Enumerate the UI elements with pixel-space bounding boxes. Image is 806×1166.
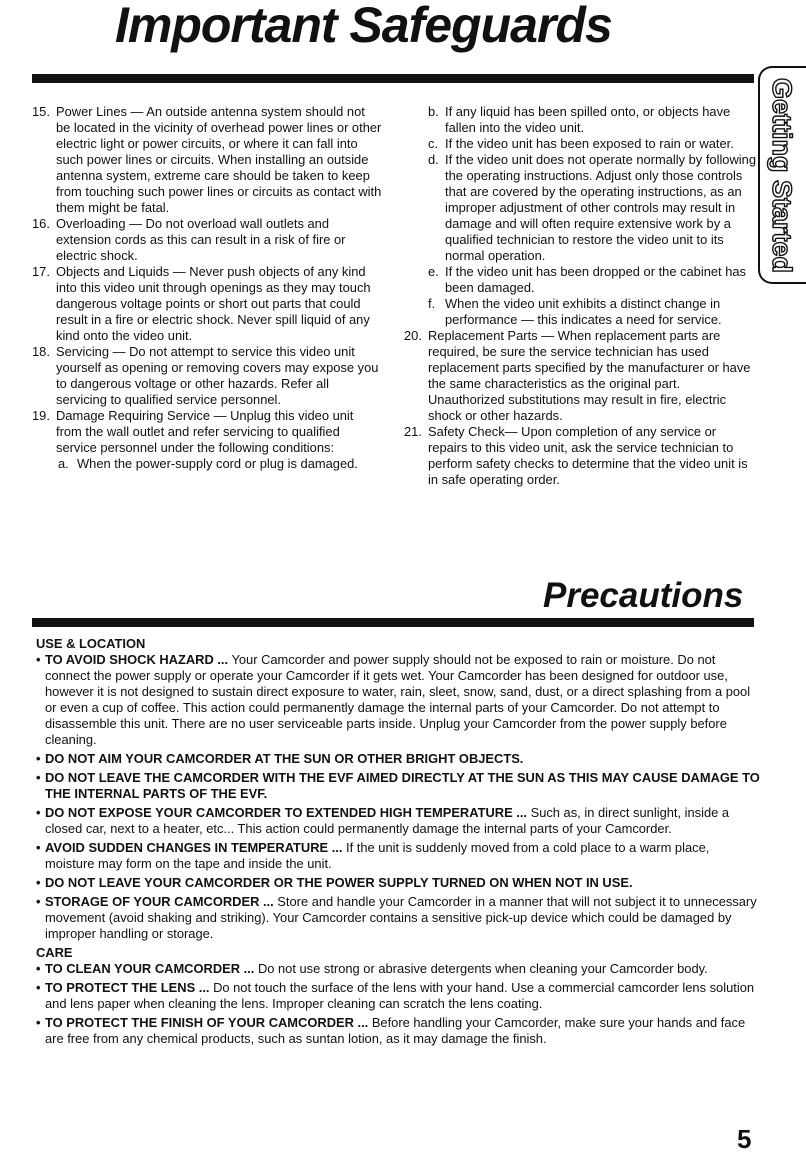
safeguards-right-column xyxy=(404,104,756,488)
precaution-item: • DO NOT LEAVE THE CAMCORDER WITH THE EVF AIMED DIRECTLY AT THE SUN AS THIS MAY CAUSE DAMAGE TO THE INTERNAL PARTS OF THE EVF. xyxy=(36,770,762,802)
precautions-body xyxy=(36,636,762,1050)
safeguard-item: 16. Overloading — Do not overload wall outlets and extension cords as this can result in a risk of fire or electric shock. xyxy=(32,216,346,263)
safeguard-subitem: b. If any liquid has been spilled onto, or objects have fallen into the video unit. xyxy=(428,104,731,135)
safeguard-subitem: a. When the power-supply cord or plug is damaged. xyxy=(58,456,358,471)
precaution-item: • DO NOT AIM YOUR CAMCORDER AT THE SUN OR OTHER BRIGHT OBJECTS. xyxy=(36,751,762,767)
page-number: 5 xyxy=(737,1124,752,1154)
safeguard-item: 19. Damage Requiring Service — Unplug this video unit from the wall outlet and refer servicing to qualified service personnel under the following conditions: xyxy=(32,408,354,455)
care-heading: CARE xyxy=(36,945,73,960)
precaution-item: • TO PROTECT THE FINISH OF YOUR CAMCORDER ... Before handling your Camcorder, make sure your hands and face are free from any chemical products, such as suntan lotion, as it may damage the finish. xyxy=(36,1015,762,1047)
safeguard-item: 17. Objects and Liquids — Never push objects of any kind into this video unit through openings as they may touch dangerous voltage points or short out parts that could result in a fire or electric shock. Never spill liquid of any kind onto the video unit. xyxy=(32,264,371,343)
safeguard-subitem: c. If the video unit has been exposed to rain or water. xyxy=(428,136,734,151)
safeguard-item: 18. Servicing — Do not attempt to service this video unit yourself as opening or removing covers may expose you to dangerous voltage or other hazards. Refer all servicing to qualified service personnel. xyxy=(32,344,379,407)
page-title: Important Safeguards xyxy=(115,0,612,53)
precaution-item: • DO NOT EXPOSE YOUR CAMCORDER TO EXTENDED HIGH TEMPERATURE ... Such as, in direct sunlight, inside a closed car, next to a heater, etc... This action could permanently damage the internal parts of your Camcorder. xyxy=(36,805,762,837)
precautions-rule xyxy=(32,618,754,627)
precaution-item: • STORAGE OF YOUR CAMCORDER ... Store and handle your Camcorder in a manner that will not subject it to unnecessary movement (avoid shaking and striking). Your Camcorder contains a sensitive pick-up device which could be damaged by improper handling or storage. xyxy=(36,894,762,942)
precaution-item: • TO AVOID SHOCK HAZARD ... Your Camcorder and power supply should not be exposed to rain or moisture. Do not connect the power supply or operate your Camcorder if it gets wet. Your Camcorder has been designed for outdoor use, however it is not designed to sustain direct exposure to water, rain, sleet, snow, sand, dust, or a direct splashing from a pool or even a cup of coffee. This action could permanently damage the internal parts of your Camcorder. Do not attempt to disassemble this unit. There are no user serviceable parts inside. Unplug your Camcorder from the power supply before cleaning. xyxy=(36,652,762,748)
precaution-item: • TO CLEAN YOUR CAMCORDER ... Do not use strong or abrasive detergents when cleaning your Camcorder body. xyxy=(36,961,762,977)
safeguard-item: 21. Safety Check— Upon completion of any service or repairs to this video unit, ask the service technician to perform safety checks to determine that the video unit is in safe operating order. xyxy=(404,424,748,487)
safeguard-item: 15. Power Lines — An outside antenna system should not be located in the vicinity of overhead power lines or other electric light or power circuits, or where it can fall into such power lines or circuits. When installing an outside antenna system, extreme care should be taken to keep from touching such power lines or circuits as contact with them might be fatal. xyxy=(32,104,382,215)
safeguards-left-column xyxy=(32,104,382,472)
title-rule xyxy=(32,74,754,83)
safeguard-subitem: f. When the video unit exhibits a distinct change in performance — this indicates a need for service. xyxy=(428,296,722,327)
precaution-item: • DO NOT LEAVE YOUR CAMCORDER OR THE POWER SUPPLY TURNED ON WHEN NOT IN USE. xyxy=(36,875,762,891)
precautions-title: Precautions xyxy=(543,576,744,615)
section-tab-label: Getting Started xyxy=(767,78,797,274)
safeguard-subitem: e. If the video unit has been dropped or the cabinet has been damaged. xyxy=(428,264,746,295)
safeguard-subitem: d. If the video unit does not operate normally by following the operating instructions. Adjust only those controls that are covered by the operating instructions, as an improper adjustment of other controls may result in damage and will often require extensive work by a qualified technician to restore the video unit to its normal operation. xyxy=(428,152,756,263)
precaution-item: • TO PROTECT THE LENS ... Do not touch the surface of the lens with your hand. Use a commercial camcorder lens solution and lens paper when cleaning the lens. Improper cleaning can scratch the lens coating. xyxy=(36,980,762,1012)
safeguard-item: 20. Replacement Parts — When replacement parts are required, be sure the service technician has used replacement parts specified by the manufacturer or have the same characteristics as the original part. Unauthorized substitutions may result in fire, electric shock or other hazards. xyxy=(404,328,751,423)
use-location-heading: USE & LOCATION xyxy=(36,636,146,651)
precaution-item: • AVOID SUDDEN CHANGES IN TEMPERATURE ... If the unit is suddenly moved from a cold place to a warm place, moisture may form on the tape and inside the unit. xyxy=(36,840,762,872)
